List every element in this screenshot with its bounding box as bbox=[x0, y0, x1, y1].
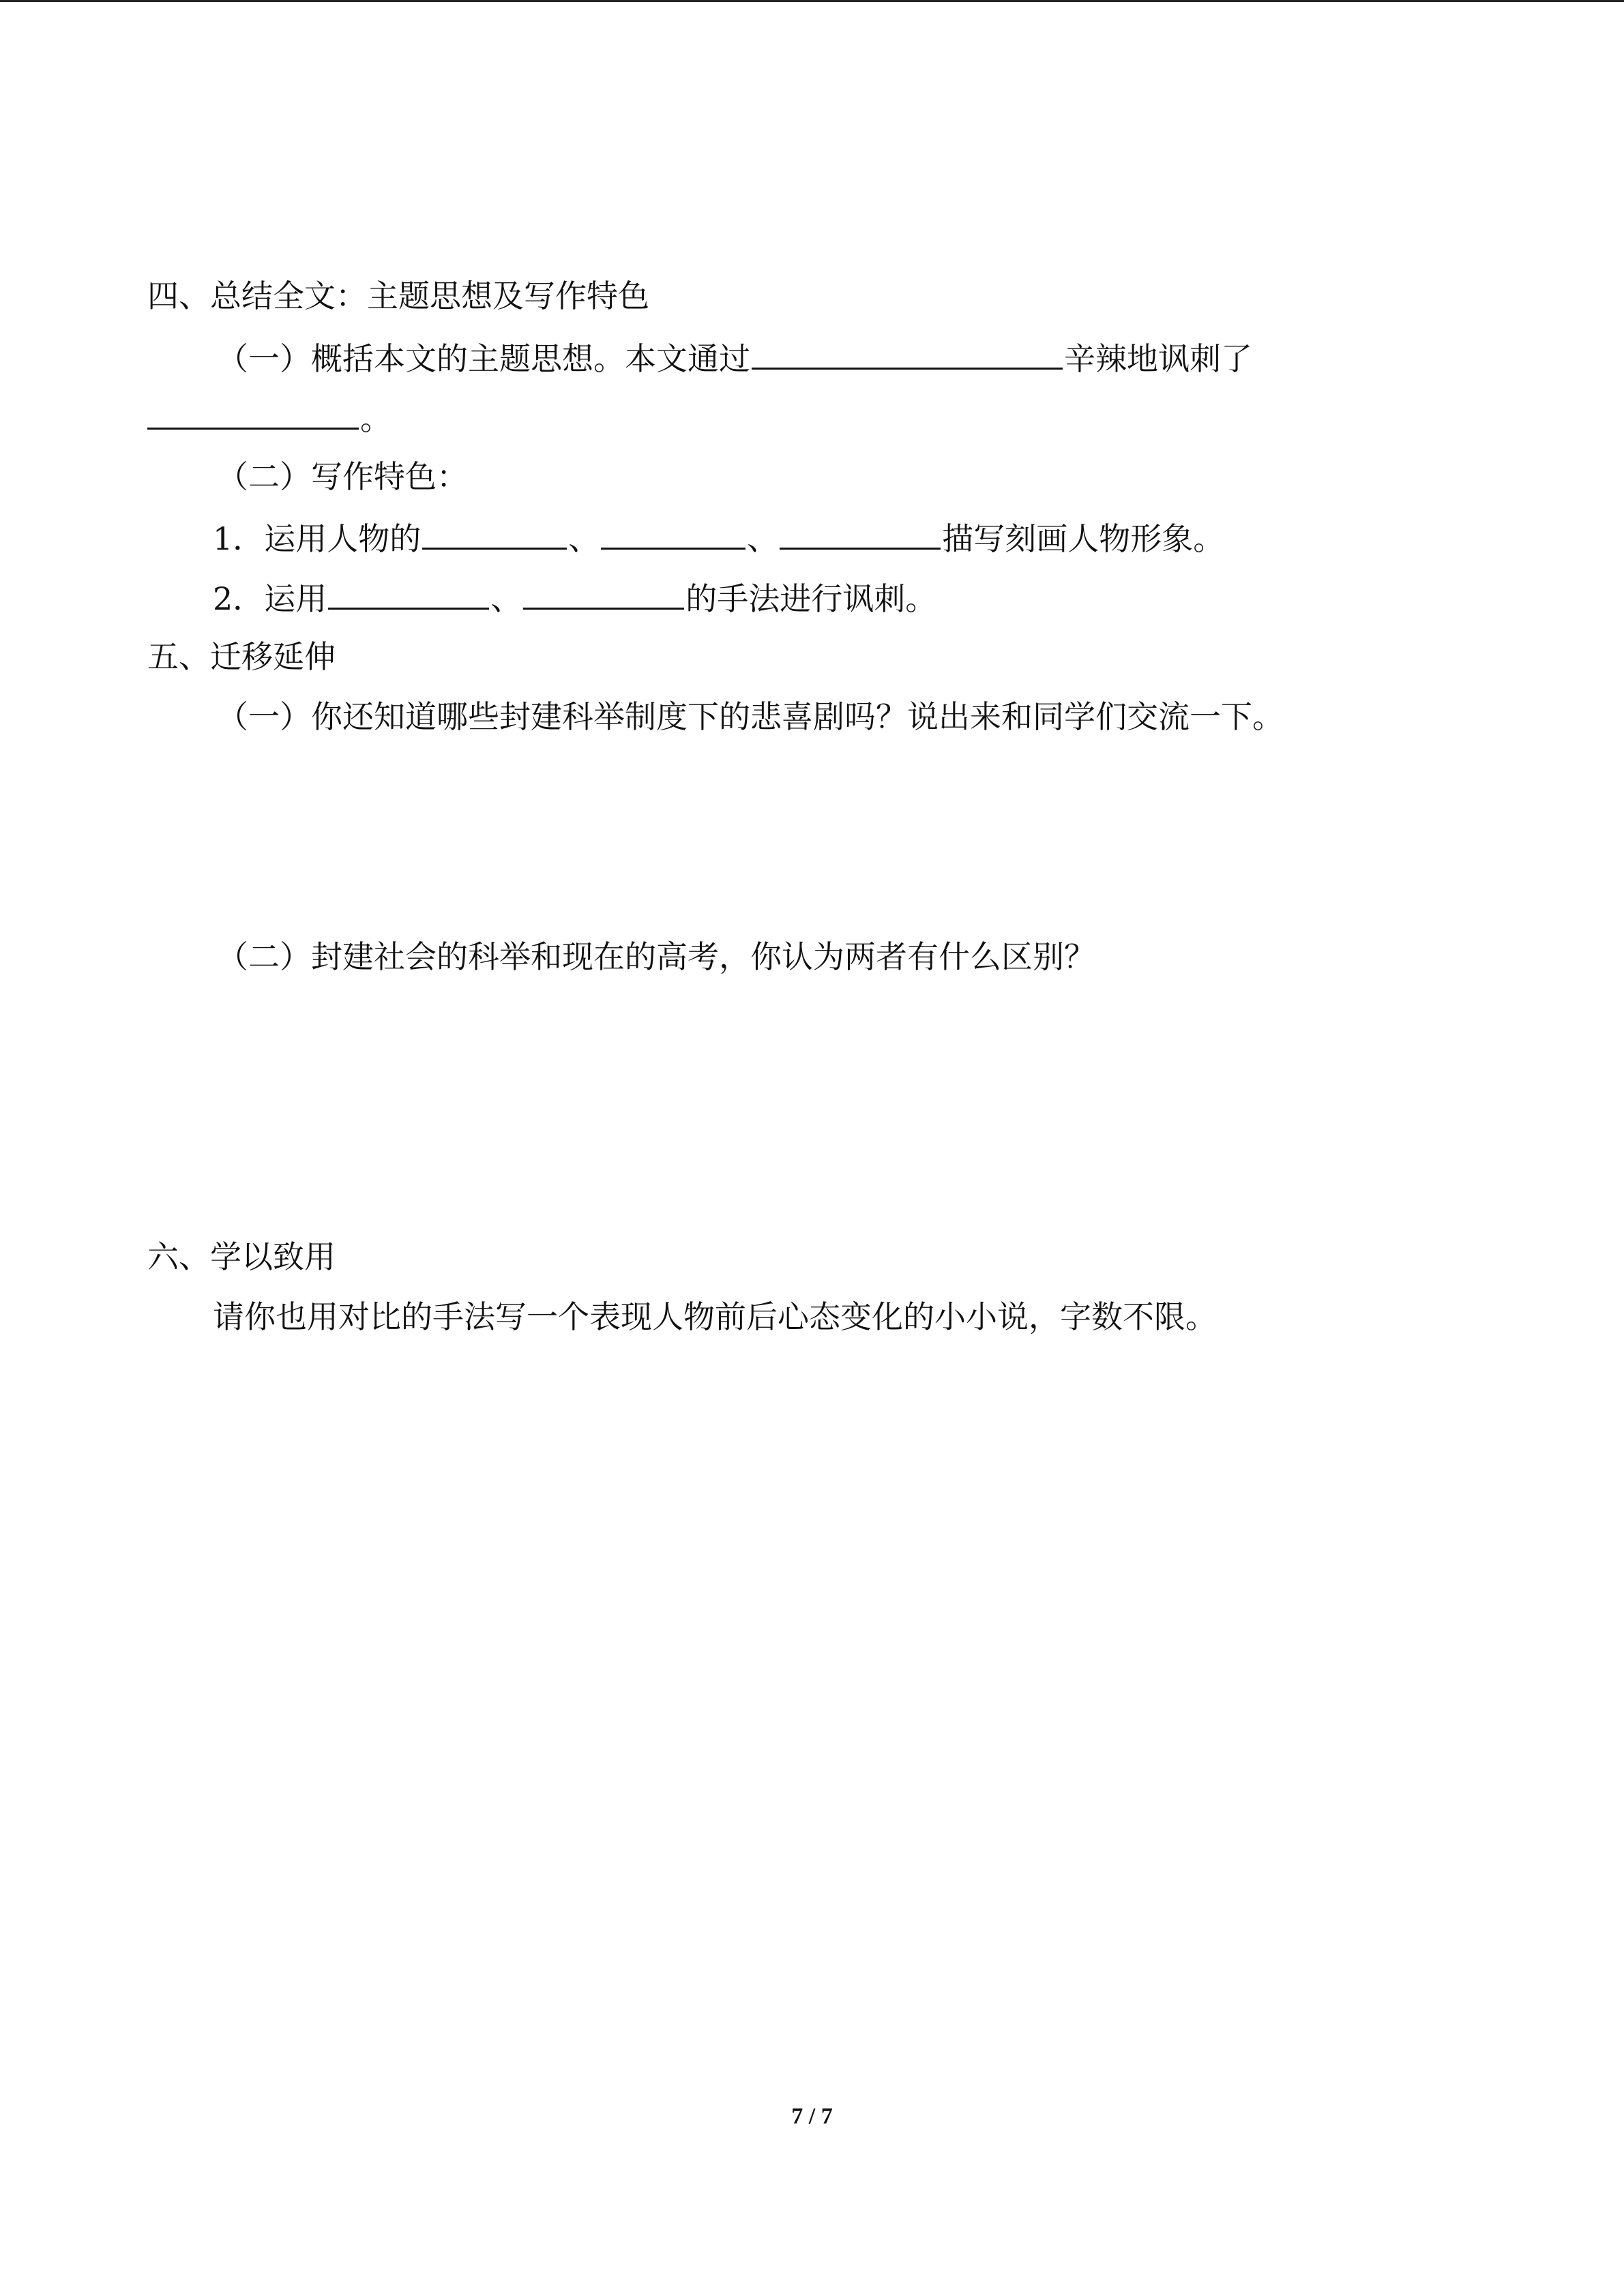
fill-blank-target[interactable] bbox=[147, 396, 359, 430]
fill-blank-technique-1[interactable] bbox=[328, 576, 489, 610]
section6-task: 请你也用对比的手法写一个表现人物前后心态变化的小小说，字数不限。 bbox=[213, 1298, 1217, 1335]
point1-prefix: 1．运用人物的 bbox=[213, 520, 422, 557]
point2-suffix: 的手法进行讽刺。 bbox=[685, 580, 937, 617]
section4-item1-line2 bbox=[147, 396, 392, 439]
fill-blank-technique-2[interactable] bbox=[523, 576, 684, 610]
point1-sep2: 、 bbox=[747, 520, 779, 557]
section4-point1 bbox=[213, 516, 1224, 559]
section6-heading: 六、学以致用 bbox=[147, 1238, 336, 1275]
fill-blank-method[interactable] bbox=[752, 336, 1063, 370]
section5-heading: 五、迁移延伸 bbox=[147, 638, 336, 675]
section4-point2 bbox=[213, 576, 936, 619]
top-border-line bbox=[0, 0, 1624, 2]
item1-prefix: （一）概括本文的主题思想。本文通过 bbox=[217, 340, 750, 377]
section4-heading: 四、总结全文：主题思想及写作特色 bbox=[147, 278, 649, 314]
item1-middle: 辛辣地讽刺了 bbox=[1064, 340, 1252, 377]
point2-prefix: 2．运用 bbox=[213, 580, 327, 617]
section5-question2: （二）封建社会的科举和现在的高考，你认为两者有什么区别？ bbox=[217, 938, 1095, 975]
item1-end: 。 bbox=[360, 400, 392, 437]
point1-suffix: 描写刻画人物形象。 bbox=[942, 520, 1225, 557]
section4-item2-heading: （二）写作特色： bbox=[217, 458, 468, 495]
fill-blank-description-1[interactable] bbox=[422, 516, 567, 550]
point1-sep1: 、 bbox=[568, 520, 600, 557]
page-number: 7 / 7 bbox=[791, 2104, 833, 2129]
fill-blank-description-2[interactable] bbox=[601, 516, 745, 550]
section5-question1: （一）你还知道哪些封建科举制度下的悲喜剧吗？说出来和同学们交流一下。 bbox=[217, 698, 1284, 735]
point2-sep1: 、 bbox=[490, 580, 522, 617]
section4-item1-line1 bbox=[217, 336, 1252, 379]
fill-blank-description-3[interactable] bbox=[780, 516, 941, 550]
